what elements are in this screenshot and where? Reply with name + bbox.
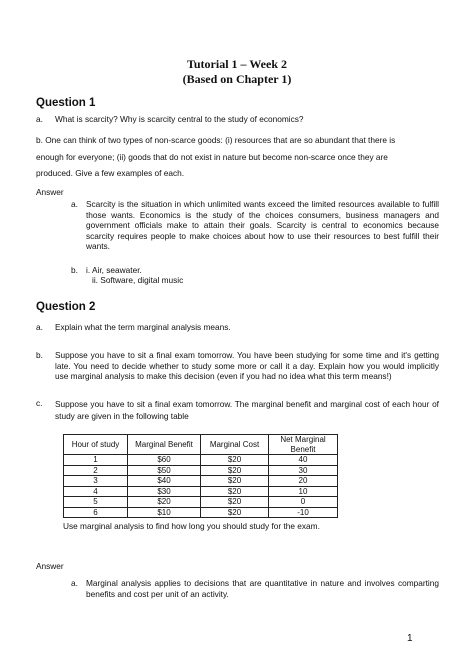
q1-answer-label: Answer	[36, 187, 64, 197]
table-row	[64, 476, 338, 487]
q1-answer-b-line-1: i. Air, seawater.	[86, 265, 142, 275]
table-cell: $60	[128, 455, 201, 466]
q2-answer-a-text: Marginal analysis applies to decisions that are quantitative in nature and involves comparting benefits and cost per unit of an activity.	[86, 578, 439, 599]
table-row	[64, 465, 338, 476]
table-cell: 2	[64, 465, 128, 476]
table-header-row	[64, 435, 338, 455]
q2-c-marker: c.	[36, 398, 43, 408]
table-cell: 3	[64, 476, 128, 487]
table-row	[64, 507, 338, 518]
table-cell: 40	[269, 455, 338, 466]
table-cell: 6	[64, 507, 128, 518]
table-cell: $20	[201, 507, 269, 518]
table-cell: $20	[201, 476, 269, 487]
q1-answer-a-text: Scarcity is the situation in which unlimited wants exceed the limited resources available to fulfill those wants. Economics is the study of the choices consumers, business managers and government officials make to attain their goals. Scarcity is central to economics because scarcity requires people to make choices about how to use their resources to best fulfill their wants.	[86, 199, 439, 251]
table-header: Net Marginal Benefit	[269, 435, 338, 455]
q1-b-line-1: b. One can think of two types of non-scarce goods: (i) resources that are so abundant that there is	[36, 135, 396, 145]
table-row	[64, 497, 338, 508]
table-cell: 10	[269, 486, 338, 497]
q1-a-marker: a.	[36, 114, 43, 124]
q2-a-marker: a.	[36, 322, 43, 332]
q2-b-text: Suppose you have to sit a final exam tomorrow. You have been studying for some time and it's getting late. You need to decide whether to study some more or call it a day. Explain how you would implicitly use marginal analysis to make this decision (even if you had no idea what this term means!)	[55, 350, 439, 381]
question-2-heading: Question 2	[36, 301, 96, 313]
table-cell: $20	[201, 486, 269, 497]
q1-answer-b-marker: b.	[71, 265, 78, 275]
table-cell: 30	[269, 465, 338, 476]
table-cell: $20	[201, 497, 269, 508]
table-row	[64, 486, 338, 497]
table-cell: $30	[128, 486, 201, 497]
q1-answer-b-line-2: ii. Software, digital music	[92, 275, 184, 285]
table-cell: $10	[128, 507, 201, 518]
q2-answer-label: Answer	[36, 561, 64, 571]
page-number: 1	[407, 633, 413, 644]
tutorial-title: Tutorial 1 – Week 2	[186, 57, 287, 71]
table-cell: $20	[201, 465, 269, 476]
table-header: Hour of study	[64, 435, 128, 455]
question-1-heading: Question 1	[36, 97, 96, 109]
q1-b-line-3: produced. Give a few examples of each.	[36, 168, 185, 178]
table-cell: 20	[269, 476, 338, 487]
q2-after-table-text: Use marginal analysis to find how long you should study for the exam.	[63, 521, 320, 531]
q2-answer-a-marker: a.	[71, 578, 78, 588]
table-header: Marginal Benefit	[128, 435, 201, 455]
marginal-table	[63, 434, 338, 518]
table-cell: -10	[269, 507, 338, 518]
q1-a-text: What is scarcity? Why is scarcity central to the study of economics?	[55, 114, 304, 124]
q2-c-text: Suppose you have to sit a final exam tomorrow. The marginal benefit and marginal cost of each hour of study are given in the following table	[55, 399, 439, 421]
table-cell: $20	[128, 497, 201, 508]
q1-b-line-2: enough for everyone; (ii) goods that do not exist in nature but become non-scarce once they are	[36, 152, 388, 162]
table-row	[64, 455, 338, 466]
q2-a-text: Explain what the term marginal analysis means.	[55, 322, 231, 332]
table-cell: 4	[64, 486, 128, 497]
tutorial-subtitle: (Based on Chapter 1)	[182, 72, 292, 86]
table-cell: $20	[201, 455, 269, 466]
q1-answer-a-marker: a.	[71, 199, 78, 209]
table-cell: $50	[128, 465, 201, 476]
table-cell: 5	[64, 497, 128, 508]
table-cell: 1	[64, 455, 128, 466]
q2-b-marker: b.	[36, 350, 43, 360]
table-header: Marginal Cost	[201, 435, 269, 455]
table-cell: 0	[269, 497, 338, 508]
table-cell: $40	[128, 476, 201, 487]
